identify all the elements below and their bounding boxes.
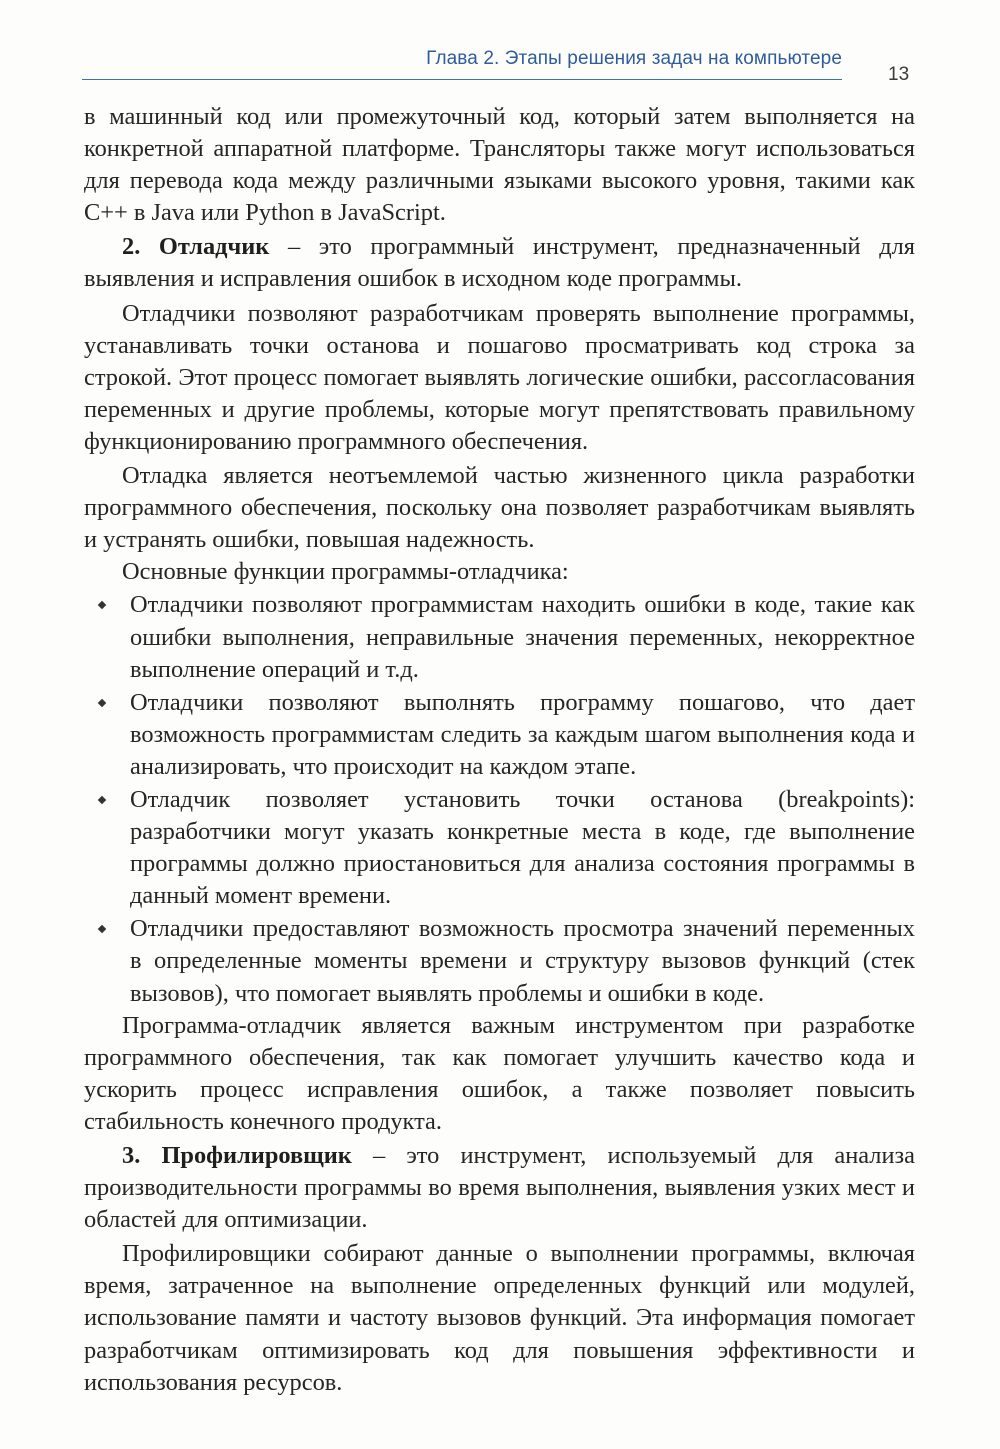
diamond-bullet-icon — [98, 796, 106, 804]
list-item — [84, 589, 915, 685]
diamond-bullet-icon — [98, 698, 106, 706]
header-rule — [82, 79, 842, 80]
body-text — [84, 101, 915, 1399]
chapter-running-header: Глава 2. Этапы решения задач на компьютере — [426, 48, 842, 69]
list-item — [84, 687, 915, 783]
list-item — [84, 784, 915, 912]
list-item-text: Отладчики позволяют программистам находить ошибки в коде, такие как ошибки выполнения, неправильные значения переменных, некорректное выполнение операций и т.д. — [130, 591, 915, 683]
paragraph-profiler-definition — [84, 1140, 915, 1236]
paragraph-debugger-definition — [84, 231, 915, 295]
term-profiler: 3. Профилировщик — [122, 1142, 352, 1169]
diamond-bullet-icon — [98, 925, 106, 933]
page-number: 13 — [888, 64, 910, 85]
list-item-text: Отладчики позволяют выполнять программу пошагово, что дает возможность программистам следить за каждым шагом выполнения кода и анализировать, что происходит на каждом этапе. — [130, 688, 915, 780]
list-item-text: Отладчики предоставляют возможность просмотра значений переменных в определенные моменты времени и структуру вызовов функций (стек вызовов), что помогает выявлять проблемы и ошибки в коде. — [130, 915, 915, 1007]
profiler-definition-text: – это инструмент, используемый для анализа производительности программы во время выполнения, выявления узких мест и областей для оптимизации. — [84, 1142, 915, 1234]
paragraph-profiler-data: Профилировщики собирают данные о выполнении программы, включая время, затраченное на выполнение определенных функций или модулей, использование памяти и частоту вызовов функций. Эта информация помогает разработчикам оптимизировать код для повышения эффективности и использования ресурсов. — [84, 1240, 915, 1396]
paragraph-main-functions: Основные функции программы-отладчика: — [122, 558, 569, 586]
paragraph-debugger-importance: Программа-отладчик является важным инструментом при разработке программного обеспечения, так как помогает улучшить качество кода и ускорить процесс исправления ошибок, а также позволяет повысить стабильность конечного продукта. — [84, 1011, 915, 1135]
debugger-definition-text: – это программный инструмент, предназначенный для выявления и исправления ошибок в исходном коде программы. — [84, 233, 915, 293]
debugger-functions-list — [84, 589, 915, 1009]
diamond-bullet-icon — [98, 601, 106, 609]
paragraph-debugging-lifecycle: Отладка является неотъемлемой частью жизненного цикла разработки программного обеспечения, поскольку она позволяет разработчикам выявлять и устранять ошибки, повышая надежность. — [84, 462, 915, 554]
term-debugger: 2. Отладчик — [122, 233, 270, 261]
paragraph-debugger-capabilities: Отладчики позволяют разработчикам проверять выполнение программы, устанавливать точки останова и пошагово просматривать код строка за строкой. Этот процесс помогает выявлять логические ошибки, рассогласования переменных и другие проблемы, которые могут препятствовать правильному функционированию программного обеспечения. — [84, 299, 915, 455]
list-item-text: Отладчик позволяет установить точки останова (breakpoints): разработчики могут указать конкретные места в коде, где выполнение программы должно приостановиться для анализа состояния программы в данный момент времени. — [130, 785, 915, 910]
list-item — [84, 913, 915, 1009]
paragraph-translators-continued: в машинный код или промежуточный код, который затем выполняется на конкретной аппаратной платформе. Трансляторы также могут использоваться для перевода кода между различными языками высокого уровня, такими как C++ в Java или Python в JavaScript. — [84, 103, 915, 227]
